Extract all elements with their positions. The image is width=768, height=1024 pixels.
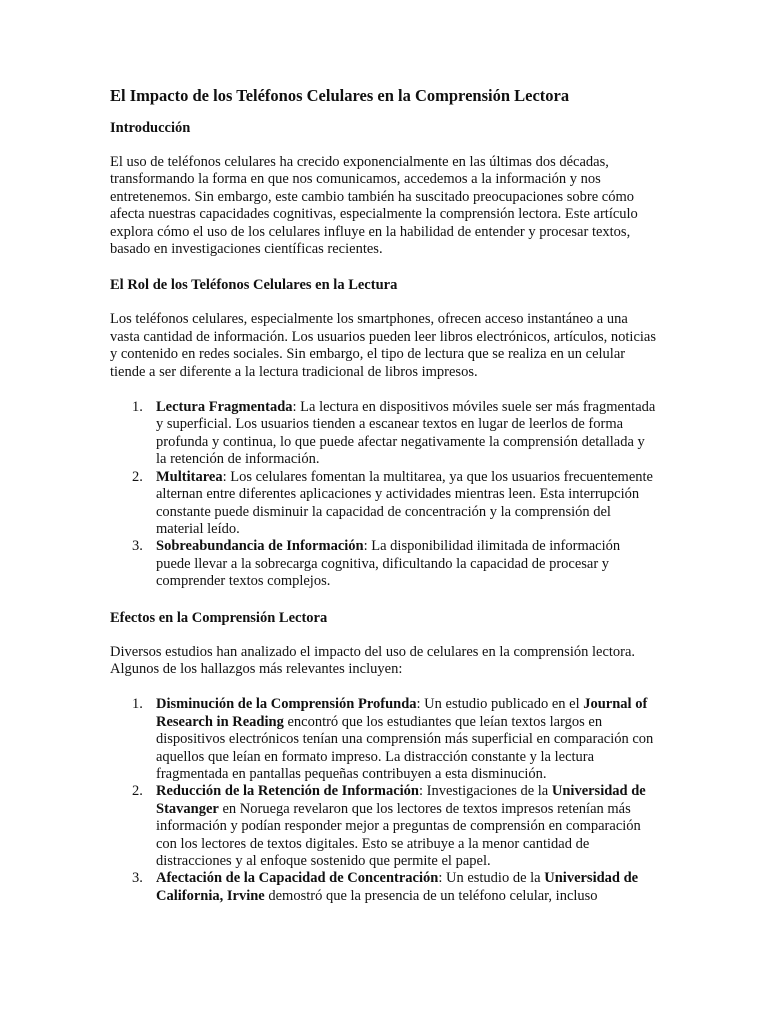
list-item: [110, 469, 656, 539]
cited-source: Universidad de Stavanger: [156, 783, 646, 817]
section-heading-introduction: Introducción: [110, 120, 191, 136]
list-term: Lectura Fragmentada: [156, 399, 293, 416]
effects-paragraph: Diversos estudios han analizado el impacto del uso de celulares en la comprensión lectora. Algunos de los hallazgos más relevantes incluyen:: [110, 643, 636, 677]
list-text: : La lectura en dispositivos móviles suele ser más fragmentada y superficial. Los usuarios tienden a escanear textos en lugar de leerlos de forma profunda y continua, lo que puede afectar negativamente la comprensión detallada y la retención de información.: [156, 399, 656, 468]
list-text: encontró que los estudiantes que leían textos largos en dispositivos electrónicos tenían una comprensión más superficial en comparación con aquellos que leían en formato impreso. La distracción constante y la lectura fragmentada en pantallas pequeñas contribuyen a esta disminución.: [156, 713, 654, 782]
section-heading-effects: Efectos en la Comprensión Lectora: [110, 609, 328, 626]
list-term: Multitarea: [156, 468, 223, 485]
list-number: 2.: [132, 468, 143, 485]
list-term: Disminución de la Comprensión Profunda: [156, 696, 417, 713]
document-page: [110, 86, 656, 923]
cited-source: Journal of Research in Reading: [156, 696, 648, 730]
effects-list: [110, 696, 656, 905]
role-list: [110, 399, 656, 590]
list-item: [110, 870, 656, 905]
list-term: Afectación de la Capacidad de Concentración: [156, 870, 439, 887]
list-text: : Los celulares fomentan la multitarea, ya que los usuarios frecuentemente alternan entre diferentes aplicaciones y actividades mientras leen. Esta interrupción constante puede disminuir la capacidad de concentración y la comprensión del material leído.: [156, 468, 653, 537]
role-paragraph: Los teléfonos celulares, especialmente los smartphones, ofrecen acceso instantáneo a una vasta cantidad de información. Los usuarios pueden leer libros electrónicos, artículos, noticias y contenido en redes sociales. Sin embargo, el tipo de lectura que se realiza en un celular tiende a ser diferente a la lectura tradicional de libros impresos.: [110, 311, 656, 380]
cited-source: Universidad de California, Irvine: [156, 870, 639, 904]
list-number: 3.: [132, 538, 143, 555]
list-number: 1.: [132, 696, 143, 713]
list-text: demostró que la presencia de un teléfono celular, incluso: [264, 887, 598, 904]
list-term: Sobreabundancia de Información: [156, 538, 364, 555]
list-text: : La disponibilidad ilimitada de información puede llevar a la sobrecarga cognitiva, dificultando la capacidad de procesar y comprender textos complejos.: [156, 538, 621, 590]
list-item: [110, 783, 656, 870]
section-heading-role: El Rol de los Teléfonos Celulares en la Lectura: [110, 277, 398, 294]
list-item: [110, 696, 656, 783]
list-text: : Un estudio publicado en el: [416, 696, 584, 713]
list-text: : Investigaciones de la: [419, 783, 552, 800]
list-item: [110, 399, 656, 469]
list-item: [110, 538, 656, 590]
list-term: Reducción de la Retención de Información: [156, 783, 419, 800]
list-number: 2.: [132, 783, 143, 800]
list-text: en Noruega revelaron que los lectores de textos impresos retenían más información y podían responder mejor a preguntas de comprensión en comparación con los lectores de textos digitales. Esto se atribuye a la menor cantidad de distracciones y al enfoque sostenido que permite el papel.: [156, 800, 641, 869]
list-text: : Un estudio de la: [438, 870, 545, 887]
list-number: 3.: [132, 870, 143, 887]
list-number: 1.: [132, 399, 143, 416]
document-title: El Impacto de los Teléfonos Celulares en la Comprensión Lectora: [110, 86, 570, 105]
intro-paragraph: El uso de teléfonos celulares ha crecido exponencialmente en las últimas dos décadas, transformando la forma en que nos comunicamos, accedemos a la información y nos entretenemos. Sin embargo, este cambio también ha suscitado preocupaciones sobre cómo afecta nuestras capacidades cognitivas, especialmente la comprensión lectora. Este artículo explora cómo el uso de los celulares influye en la habilidad de entender y procesar textos, basado en investigaciones científicas recientes.: [110, 154, 638, 258]
